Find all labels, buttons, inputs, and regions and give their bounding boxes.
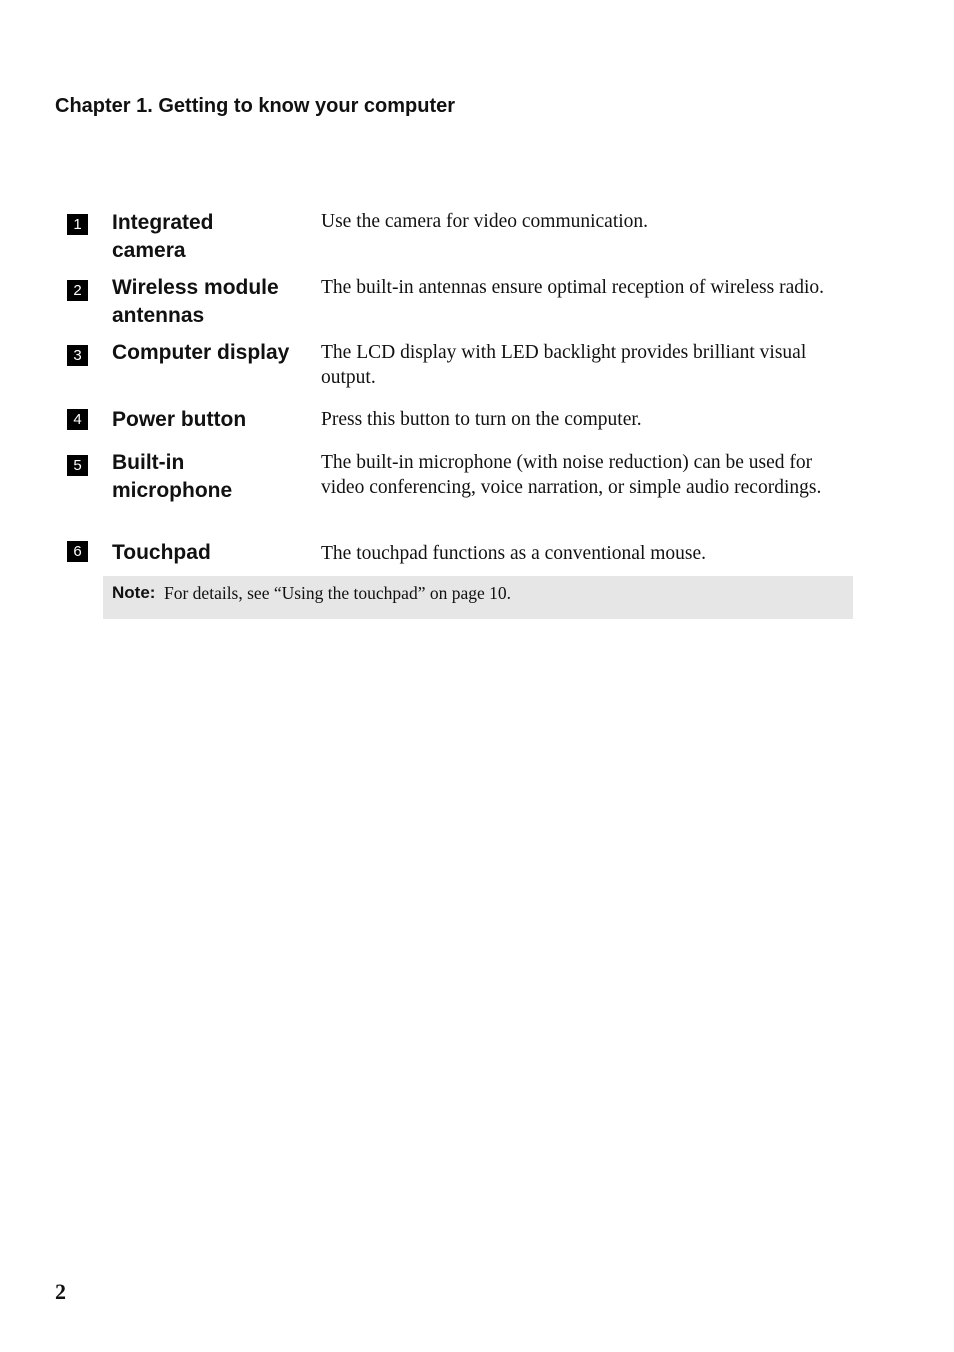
item-term: Wireless module antennas xyxy=(112,276,279,327)
note-box xyxy=(103,576,853,619)
item-term: Power button xyxy=(112,408,247,431)
item-description: Press this button to turn on the computer. xyxy=(321,409,642,430)
callout-number-badge: 5 xyxy=(67,455,88,476)
item-description: The LCD display with LED backlight provides brilliant visual output. xyxy=(321,342,807,388)
item-term: Touchpad xyxy=(112,541,211,564)
item-term: Built-in microphone xyxy=(112,451,233,502)
item-term: Integrated camera xyxy=(112,211,214,262)
item-term: Computer display xyxy=(112,341,290,364)
callout-number-badge: 4 xyxy=(67,409,88,430)
item-description: The built-in microphone (with noise reduction) can be used for video conferencing, voice narration, or simple audio recordings. xyxy=(321,452,822,498)
callout-number-badge: 2 xyxy=(67,280,88,301)
note-label: Note: xyxy=(112,583,156,602)
page-number: 2 xyxy=(55,1279,66,1304)
callout-number-badge: 3 xyxy=(67,345,88,366)
item-description: Use the camera for video communication. xyxy=(321,211,649,232)
item-description: The built-in antennas ensure optimal reception of wireless radio. xyxy=(321,277,825,298)
item-description: The touchpad functions as a conventional mouse. xyxy=(321,543,707,564)
note-text: For details, see “Using the touchpad” on page 10. xyxy=(164,583,511,603)
chapter-title: Chapter 1. Getting to know your computer xyxy=(55,95,456,117)
callout-number-badge: 1 xyxy=(67,214,88,235)
callout-number-badge: 6 xyxy=(67,541,88,562)
